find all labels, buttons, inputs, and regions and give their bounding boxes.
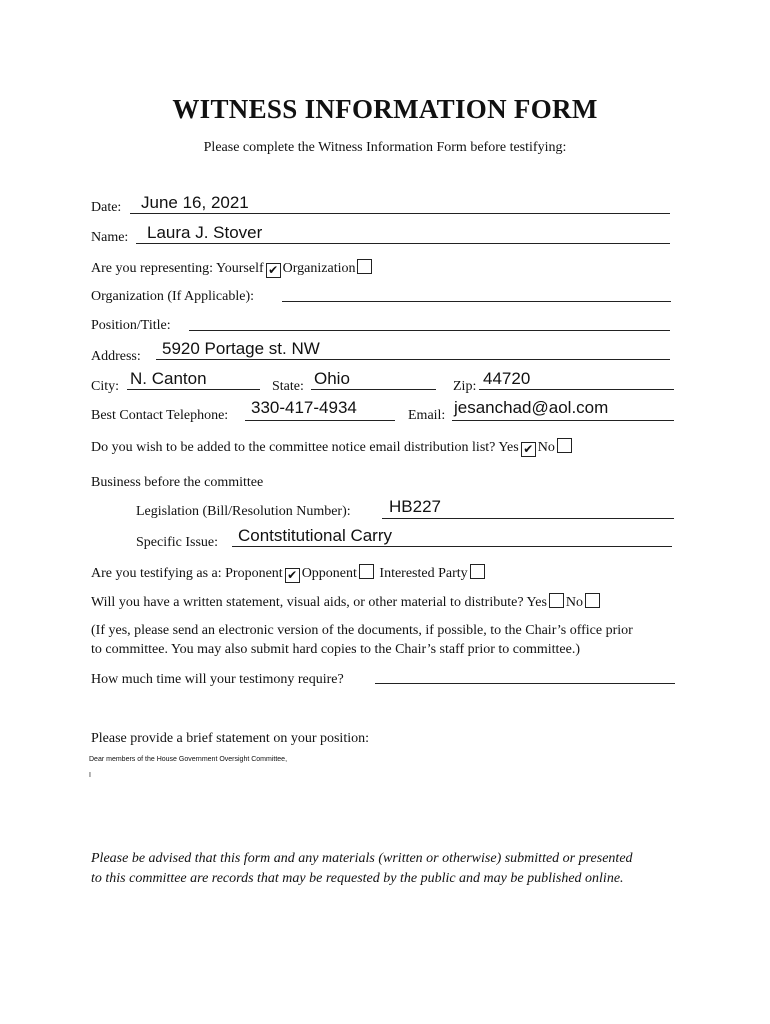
representing-org-checkbox[interactable]: [357, 259, 372, 274]
materials-note-line-1: (If yes, please send an electronic version of the documents, if possible, to the Chair’s office prior: [91, 623, 633, 638]
name-label: Name:: [91, 230, 129, 245]
email-line: [452, 420, 674, 421]
interested-party-checkbox[interactable]: [470, 564, 485, 579]
date-field[interactable]: June 16, 2021: [141, 193, 249, 212]
distribution-no-checkbox[interactable]: [557, 438, 572, 453]
distribution-label: Do you wish to be added to the committee notice email distribution list? Yes: [91, 440, 519, 455]
materials-label: Will you have a written statement, visual aids, or other material to distribute? Yes: [91, 595, 547, 610]
distribution-no-label: No: [537, 440, 555, 455]
city-field[interactable]: N. Canton: [130, 369, 207, 388]
time-label: How much time will your testimony require?: [91, 672, 344, 687]
legislation-line: [382, 518, 674, 519]
business-heading: Business before the committee: [91, 475, 264, 490]
position-label: Position/Title:: [91, 318, 171, 333]
state-label: State:: [272, 379, 304, 394]
materials-row: [91, 593, 602, 611]
phone-line: [245, 420, 395, 421]
footer-notice-line-1: Please be advised that this form and any materials (written or otherwise) submitted or presented: [91, 851, 633, 866]
testifying-row: [91, 564, 487, 583]
legislation-field[interactable]: HB227: [389, 497, 441, 516]
issue-field[interactable]: Contstitutional Carry: [238, 526, 393, 545]
organization-field[interactable]: [282, 301, 671, 302]
zip-label: Zip:: [453, 379, 477, 394]
form-subtitle: Please complete the Witness Information Form before testifying:: [203, 140, 567, 155]
issue-label: Specific Issue:: [136, 535, 219, 550]
state-field[interactable]: Ohio: [314, 369, 350, 388]
proponent-checkbox[interactable]: ✔: [285, 568, 300, 583]
materials-note-line-2: to committee. You may also submit hard copies to the Chair’s staff prior to committee.): [91, 642, 581, 657]
address-line: [156, 359, 670, 360]
date-line: [130, 213, 670, 214]
name-line: [136, 243, 670, 244]
distribution-row: [91, 438, 574, 457]
legislation-label: Legislation (Bill/Resolution Number):: [136, 504, 351, 519]
organization-label: Organization (If Applicable):: [91, 289, 255, 304]
opponent-checkbox[interactable]: [359, 564, 374, 579]
date-label: Date:: [91, 200, 122, 215]
materials-yes-checkbox[interactable]: [549, 593, 564, 608]
materials-no-checkbox[interactable]: [585, 593, 600, 608]
footer-notice-line-2: to this committee are records that may be requested by the public and may be published online.: [91, 871, 624, 886]
address-field[interactable]: 5920 Portage st. NW: [162, 339, 320, 358]
distribution-yes-checkbox[interactable]: ✔: [521, 442, 536, 457]
issue-line: [232, 546, 672, 547]
zip-line: [479, 389, 674, 390]
statement-text[interactable]: Dear members of the House Government Oversight Committee,: [89, 756, 288, 763]
email-field[interactable]: jesanchad@aol.com: [454, 398, 609, 417]
address-label: Address:: [91, 349, 141, 364]
phone-field[interactable]: 330-417-4934: [251, 398, 357, 417]
phone-label: Best Contact Telephone:: [91, 408, 229, 423]
form-title: WITNESS INFORMATION FORM: [172, 94, 598, 124]
statement-label: Please provide a brief statement on your position:: [91, 731, 369, 746]
representing-yourself-checkbox[interactable]: ✔: [266, 263, 281, 278]
time-field[interactable]: [375, 683, 675, 684]
opponent-label: Opponent: [301, 566, 357, 581]
state-line: [311, 389, 436, 390]
representing-row: [91, 259, 374, 278]
name-field[interactable]: Laura J. Stover: [147, 223, 263, 242]
city-label: City:: [91, 379, 120, 394]
city-line: [127, 389, 260, 390]
interested-party-label: Interested Party: [379, 566, 468, 581]
text-cursor: I: [89, 772, 91, 779]
email-label: Email:: [408, 408, 446, 423]
zip-field[interactable]: 44720: [483, 369, 531, 388]
representing-org-label: Organization: [282, 261, 356, 276]
representing-label: Are you representing: Yourself: [91, 261, 264, 276]
testifying-label: Are you testifying as a: Proponent: [91, 566, 283, 581]
position-field[interactable]: [189, 330, 670, 331]
materials-no-label: No: [565, 595, 584, 610]
